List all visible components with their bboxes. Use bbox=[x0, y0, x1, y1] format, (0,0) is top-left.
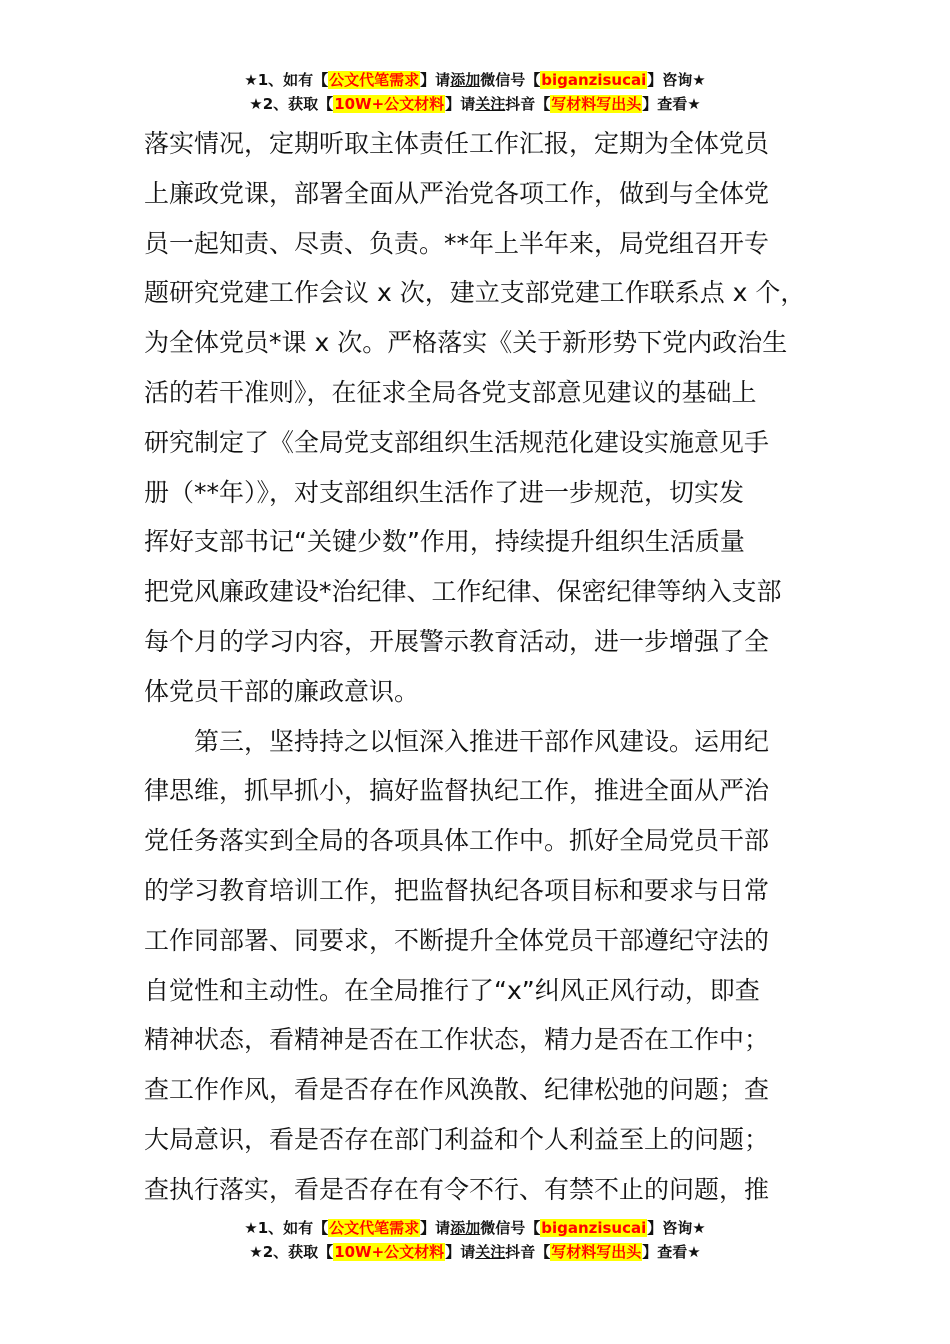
banner-highlight: biganzisucai bbox=[541, 71, 647, 89]
body-line: 每个月的学习内容，开展警示教育活动，进一步增强了全 bbox=[144, 626, 770, 656]
body-line: 的学习教育培训工作，把监督执纪各项目标和要求与日常 bbox=[144, 875, 770, 905]
banner-text: 】查看★ bbox=[642, 1243, 701, 1261]
banner-highlight: biganzisucai bbox=[541, 1219, 647, 1237]
banner-text: 】咨询★ bbox=[647, 71, 706, 89]
document-body bbox=[144, 119, 834, 1215]
body-line: 册（**年）》，对支部组织生活作了进一步规范，切实发 bbox=[144, 477, 745, 507]
banner-text: ★1、如有【 bbox=[244, 71, 329, 89]
banner-text: 】请 bbox=[445, 1243, 476, 1261]
body-line: 活的若干准则》，在征求全局各党支部意见建议的基础上 bbox=[144, 377, 757, 407]
body-line: 工作同部署、同要求，不断提升全体党员干部遵纪守法的 bbox=[144, 925, 770, 955]
body-line: 挥好支部书记“关键少数”作用，持续提升组织生活质量 bbox=[144, 527, 745, 557]
body-line: 把党风廉政建设*治纪律、工作纪律、保密纪律等纳入支部 bbox=[144, 577, 782, 607]
banner-text: ★1、如有【 bbox=[244, 1219, 329, 1237]
banner-text: 抖音【 bbox=[505, 1243, 551, 1261]
banner-text: 关注 bbox=[475, 1243, 506, 1261]
body-line: 为全体党员*课 x 次。严格落实《关于新形势下党内政治生 bbox=[144, 328, 788, 358]
banner-text: 关注 bbox=[475, 95, 506, 113]
body-line: 落实情况，定期听取主体责任工作汇报，定期为全体党员 bbox=[144, 129, 770, 158]
banner-highlight: 写材料写出头 bbox=[551, 1243, 642, 1261]
header-banner bbox=[0, 69, 950, 117]
banner-highlight: 公文代笔需求 bbox=[329, 71, 420, 89]
banner-line-1 bbox=[0, 1217, 950, 1241]
banner-text: 】请 bbox=[420, 1219, 451, 1237]
banner-text: 抖音【 bbox=[505, 95, 551, 113]
banner-text: 微信号【 bbox=[480, 71, 541, 89]
body-line: 题研究党建工作会议 x 次，建立支部党建工作联系点 x 个， bbox=[144, 278, 806, 308]
body-line: 体党员干部的廉政意识。 bbox=[144, 676, 420, 706]
body-line: 律思维，抓早抓小，搞好监督执纪工作，推进全面从严治 bbox=[144, 776, 770, 806]
banner-text: 添加 bbox=[450, 1219, 481, 1237]
banner-text: 】查看★ bbox=[642, 95, 701, 113]
body-line: 自觉性和主动性。在全局推行了“x”纠风正风行动，即查 bbox=[144, 975, 760, 1005]
banner-line-1 bbox=[0, 69, 950, 93]
banner-text: 】请 bbox=[420, 71, 451, 89]
paragraph-start-line: 第三，坚持持之以恒深入推进干部作风建设。运用纪 bbox=[194, 726, 770, 756]
body-line: 党任务落实到全局的各项具体工作中。抓好全局党员干部 bbox=[144, 826, 770, 856]
body-line: 员一起知责、尽责、负责。**年上半年来，局党组召开专 bbox=[144, 228, 770, 258]
banner-highlight: 写材料写出头 bbox=[551, 95, 642, 113]
body-line: 查执行落实，看是否存在有令不行、有禁不止的问题，推 bbox=[144, 1174, 770, 1204]
body-line: 查工作作风，看是否存在作风涣散、纪律松弛的问题；查 bbox=[144, 1075, 770, 1105]
footer-banner bbox=[0, 1217, 950, 1265]
banner-line-2 bbox=[0, 93, 950, 117]
banner-highlight: 10W+公文材料 bbox=[334, 95, 445, 113]
banner-text: 添加 bbox=[450, 71, 481, 89]
banner-text: 】请 bbox=[445, 95, 476, 113]
banner-highlight: 10W+公文材料 bbox=[334, 1243, 445, 1261]
banner-text: 】咨询★ bbox=[647, 1219, 706, 1237]
body-line: 上廉政党课，部署全面从严治党各项工作，做到与全体党 bbox=[144, 178, 770, 208]
banner-text: 微信号【 bbox=[480, 1219, 541, 1237]
body-line: 研究制定了《全局党支部组织生活规范化建设实施意见手 bbox=[144, 427, 770, 457]
banner-text: ★2、获取【 bbox=[249, 1243, 334, 1261]
banner-highlight: 公文代笔需求 bbox=[329, 1219, 420, 1237]
body-line: 大局意识，看是否存在部门利益和个人利益至上的问题； bbox=[144, 1124, 770, 1154]
banner-line-2 bbox=[0, 1241, 950, 1265]
body-line: 精神状态，看精神是否在工作状态，精力是否在工作中； bbox=[144, 1025, 770, 1055]
banner-text: ★2、获取【 bbox=[249, 95, 334, 113]
